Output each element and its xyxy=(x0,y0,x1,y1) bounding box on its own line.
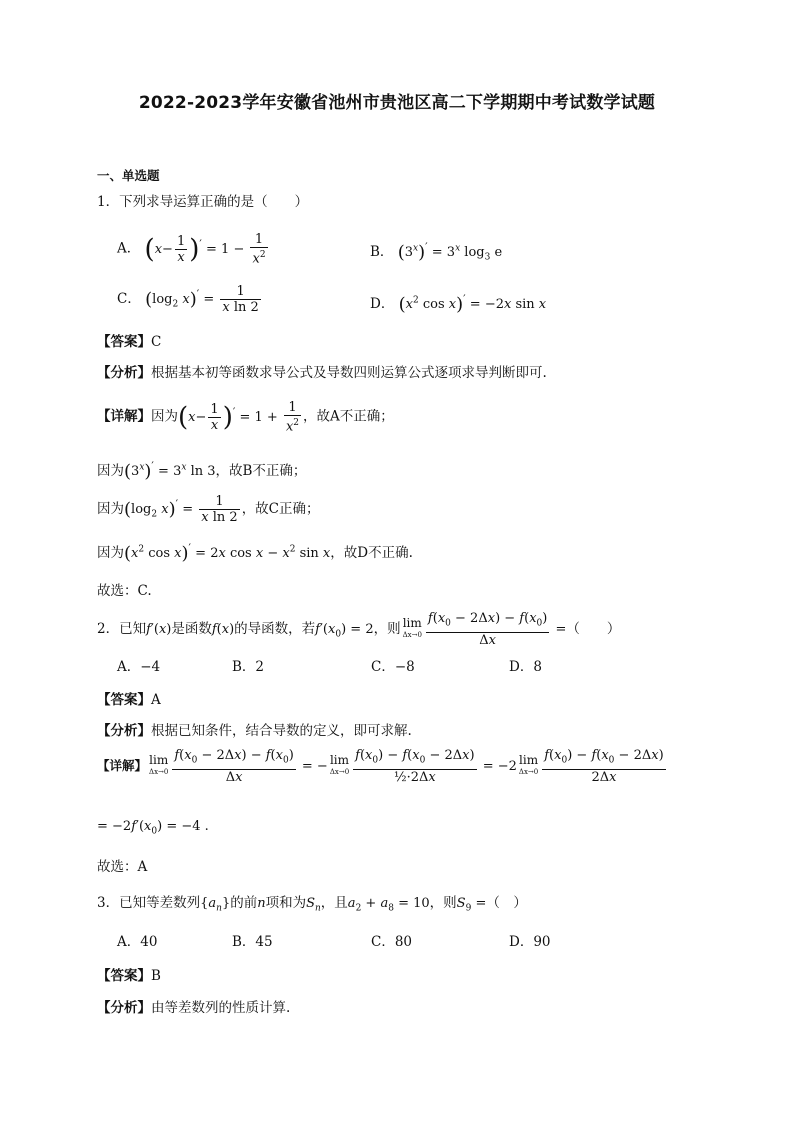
q1-detail-1-formula: (x− $\frac{1}{x}$ )′ = 1 + $\frac{1}{x^2}$ xyxy=(178,400,300,435)
q1-detail-1-pre: 因为 xyxy=(151,408,178,425)
q3-sn: $S_n$ xyxy=(306,896,321,914)
q1-detail-1 xyxy=(97,400,394,434)
q1-option-b-formula: $(3^x)' = 3^x$ $\log_3 e$ xyxy=(397,240,503,263)
q3-stem-mid1: 的前 xyxy=(230,895,258,911)
q1-option-d xyxy=(370,292,546,315)
page-title: 2022-2023学年安徽省池州市贵池区高二下学期期中考试数学试题 xyxy=(138,93,656,113)
q3-stem-mid2: 项和为 xyxy=(265,895,307,911)
q3-s9: $S_9$ = xyxy=(456,896,487,914)
q2-detail-2 xyxy=(97,818,209,837)
q2-condition: $f'(x_0) = 2$ xyxy=(315,621,374,640)
q3-stem-pre: 3．已知等差数列 xyxy=(97,895,201,911)
answer-tag: 【答案】 xyxy=(97,692,151,708)
q2-stem-mid3: ，则 xyxy=(373,620,401,637)
question-1-stem: 1．下列求导运算正确的是（ ） xyxy=(97,194,309,210)
q3-stem-mid3: ，且 xyxy=(320,895,348,911)
q2-option-d: D．8 xyxy=(509,659,542,675)
q2-option-a: A．−4 xyxy=(117,659,161,675)
q2-f: f(x) xyxy=(211,621,235,637)
q2-stem-pre: 2．已知 xyxy=(97,620,147,637)
q3-option-a: A．40 xyxy=(117,934,158,950)
q1-option-d-formula: ($x^2$ cos x)′ = −2x sin x xyxy=(398,292,547,315)
q1-option-b xyxy=(370,240,502,263)
q1-detail-2-post: ，故B不正确； xyxy=(215,463,307,479)
q1-option-c-formula: ($\log_2$ x)′ = $\frac{1}{\text{x ln 2}}$ xyxy=(145,284,259,315)
section-heading: 一、单选题 xyxy=(97,168,160,183)
q2-fx: f′(x) xyxy=(146,621,172,637)
q1-option-a xyxy=(117,232,270,266)
q1-detail-4-pre: 因为 xyxy=(97,545,124,561)
q1-detail-2-formula: $(3^x)' = 3^x$ ln 3 xyxy=(124,459,216,482)
q2-answer-value: A xyxy=(151,692,161,708)
q3-condition: $a_2 + a_8 = 10$ xyxy=(347,896,430,914)
q3-seq: $\{a_n\}$ xyxy=(200,896,231,914)
q3-option-c: C．80 xyxy=(371,934,413,950)
q1-detail-4-post: ，故D不正确. xyxy=(330,545,413,561)
q1-option-d-label: D． xyxy=(370,296,395,312)
q1-option-a-label: A． xyxy=(117,240,141,257)
q1-analysis-text: 根据基本初等函数求导公式及导数四则运算公式逐项求导判断即可. xyxy=(151,365,547,381)
q3-option-d: D．90 xyxy=(509,934,551,950)
q2-analysis-text: 根据已知条件，结合导数的定义，即可求解. xyxy=(151,723,412,739)
analysis-tag: 【分析】 xyxy=(97,365,151,381)
answer-tag: 【答案】 xyxy=(97,334,151,350)
q3-stem-mid4: ，则 xyxy=(429,895,457,911)
q1-option-a-formula: (x− $\frac{1}{x}$ )′ = 1 − $\frac{1}{x^2}$ xyxy=(144,232,266,267)
q2-stem-mid1: 是函数 xyxy=(171,620,212,637)
answer-tag: 【答案】 xyxy=(97,968,151,984)
q2-stem-mid2: 的导函数，若 xyxy=(234,620,316,637)
q2-option-c: C．−8 xyxy=(371,659,415,675)
q2-option-b: B．2 xyxy=(232,659,265,675)
q2-limit: lim Δx→0 $\frac{f(x_0 - 2\Delta x) - f(x_0)}{\Delta x}$ = xyxy=(402,611,567,648)
detail-tag: 【详解】 xyxy=(97,408,151,425)
q1-detail-4 xyxy=(97,541,413,564)
q1-analysis xyxy=(97,361,547,381)
q3-stem-post: （ ） xyxy=(486,895,527,911)
q2-answer xyxy=(97,688,161,708)
q1-detail-2 xyxy=(97,459,306,482)
q3-option-b: B．45 xyxy=(232,934,273,950)
q3-answer xyxy=(97,964,161,984)
q2-stem-post: （ ） xyxy=(566,620,621,637)
q1-detail-3-pre: 因为 xyxy=(97,501,124,517)
q2-detail-2-formula: = $-2f'(x_0) = -4$ . xyxy=(97,819,209,837)
q3-analysis-text: 由等差数列的性质计算. xyxy=(151,1000,291,1016)
q1-detail-2-pre: 因为 xyxy=(97,463,124,479)
q2-analysis xyxy=(97,719,412,739)
q1-choose: 故选：C. xyxy=(97,583,152,599)
q1-option-c xyxy=(117,284,263,315)
q2-detail-formula: lim Δx→0 $\frac{f(x_0 - 2\Delta x) - f(x_0)}{\Delta x}$ = − lim Δx→0 $\frac{f(x_0) - f(x_0 - 2\Delta x)}{\text{½·2Δx}}$ = −2 lim Δx→0 $\frac{f(x_0) - f(x_0 - 2\Delta x)}{2\Delta x}$ xyxy=(149,748,664,785)
q1-answer xyxy=(97,330,161,350)
q3-n: n xyxy=(257,896,266,911)
q1-detail-3-post: ，故C正确； xyxy=(241,501,320,517)
q1-detail-3-formula: ($\log_2$ x)′ = $\frac{1}{\text{x ln 2}}$ xyxy=(124,494,238,525)
q1-detail-4-formula: ($x^2$ cos x)′ = 2x $\cos x - x^2$ sin x xyxy=(124,541,331,564)
detail-tag: 【详解】 xyxy=(97,757,148,773)
question-3-stem xyxy=(97,891,527,914)
q1-answer-value: C xyxy=(151,334,162,350)
q1-detail-3 xyxy=(97,494,320,525)
analysis-tag: 【分析】 xyxy=(97,723,151,739)
q1-option-c-label: C． xyxy=(117,291,141,307)
question-2-stem xyxy=(97,611,620,648)
q1-option-b-label: B． xyxy=(370,244,394,260)
q3-answer-value: B xyxy=(151,968,161,984)
analysis-tag: 【分析】 xyxy=(97,1000,151,1016)
q1-detail-1-post: ，故A不正确； xyxy=(303,408,394,425)
q2-choose: 故选：A xyxy=(97,859,148,875)
q2-detail-1 xyxy=(97,748,668,785)
q3-analysis xyxy=(97,996,290,1016)
